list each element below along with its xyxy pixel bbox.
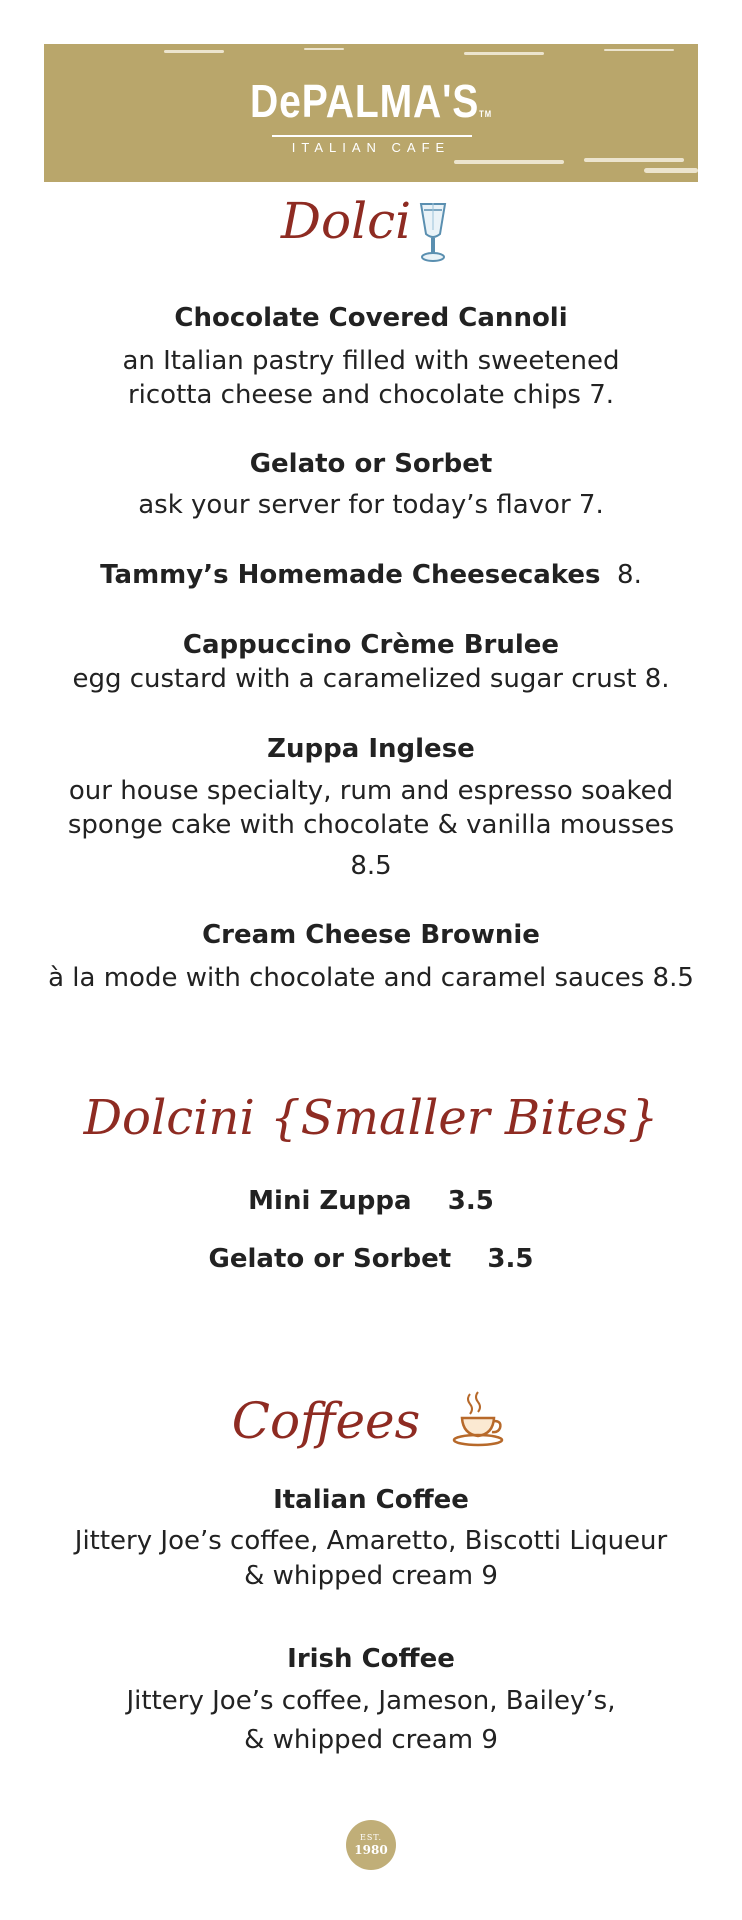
coffee-cup-icon [450,1390,506,1448]
seal-line1: EST. [359,1833,383,1842]
menu-item-description: ask your server for today’s flavor 7. [138,490,604,520]
menu-item-description: & whipped cream 9 [244,1561,498,1591]
trademark: TM [479,109,492,119]
brand-logo [93,74,649,128]
menu-item-name: Chocolate Covered Cannoli [174,303,568,333]
menu-item-price: 3.5 [487,1244,534,1274]
menu-item-name: Zuppa Inglese [267,734,475,764]
menu-item-price: 8.5 [350,851,392,881]
menu-item-description: & whipped cream 9 [244,1725,498,1755]
menu-item-name: Mini Zuppa [248,1186,412,1216]
menu-item-row [0,1244,742,1274]
menu-item-description: à la mode with chocolate and caramel sauces 8.5 [48,963,694,993]
menu-item-name: Italian Coffee [273,1485,469,1515]
menu-item-name: Gelato or Sorbet [249,449,493,479]
menu-item-description: egg custard with a caramelized sugar crust 8. [72,664,670,694]
brand-tagline: ITALIAN CAFE [291,140,451,155]
brand-divider [272,135,472,137]
menu-item-description: sponge cake with chocolate & vanilla mousses [67,810,675,840]
brand-banner [44,44,698,182]
menu-item-name: Cappuccino Crème Brulee [182,630,560,660]
menu-item-name: Irish Coffee [287,1644,455,1674]
menu-item-price: 8. [617,560,642,590]
menu-item-row [0,560,742,590]
menu-item-description: ricotta cheese and chocolate chips 7. [127,380,615,410]
menu-item-description: Jittery Joe’s coffee, Amaretto, Biscotti Liqueur [74,1526,668,1556]
menu-item-name: Gelato or Sorbet [208,1244,452,1274]
sundae-glass-icon [418,200,448,264]
menu-item-price: 3.5 [447,1186,494,1216]
dolcini-heading: Dolcini {Smaller Bites} [83,1090,659,1146]
menu-item-description: an Italian pastry filled with sweetened [122,346,620,376]
established-seal [346,1820,396,1870]
brand-name: DePALMA'S [250,75,480,127]
menu-item-name: Tammy’s Homemade Cheesecakes [100,560,601,590]
menu-item-row [0,1186,742,1216]
menu-item-description: our house specialty, rum and espresso soaked [68,776,674,806]
seal-line2: 1980 [354,1843,388,1857]
dolci-heading: Dolci [280,192,412,250]
menu-item-description: Jittery Joe’s coffee, Jameson, Bailey’s, [126,1686,616,1716]
menu-item-name: Cream Cheese Brownie [202,920,540,950]
coffees-heading: Coffees [231,1392,421,1450]
